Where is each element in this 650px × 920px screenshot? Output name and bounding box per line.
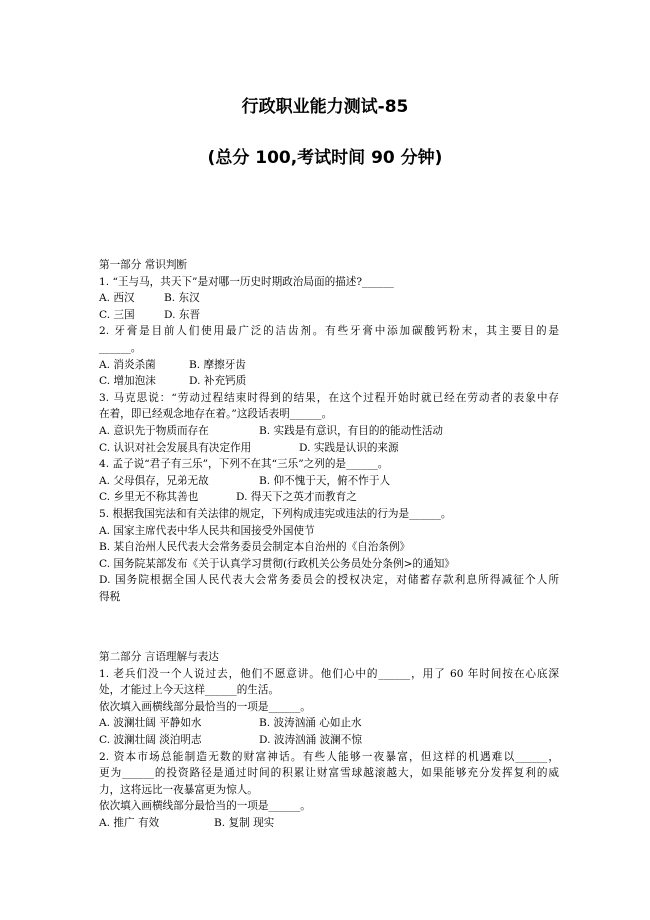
question-3-stem-cont: 在着，即已经观念地存在着。”这段话表明______。 [99, 408, 333, 421]
option-a: A. 意识先于物质而存在 [99, 424, 209, 437]
option-a: A. 波澜壮阔 平静如水 [99, 717, 202, 730]
question-2-stem-cont: 力，这将远比一夜暴富更为惊人。 [99, 783, 258, 796]
option-row [99, 290, 559, 307]
option-c: C. 增加泡沫 [99, 375, 156, 388]
document-subtitle: (总分 100,考试时间 90 分钟) [207, 148, 443, 168]
option-row [99, 732, 559, 749]
question-3-stem: 3. 马克思说：“劳动过程结束时得到的结果，在这个过程开始时就已经在劳动者的表象中存 [99, 391, 559, 404]
option-d: D. 实践是认识的来源 [299, 441, 399, 454]
question-1-prompt: 依次填入画横线部分最恰当的一项是______。 [99, 700, 311, 713]
option-d: D. 补充钙质 [189, 375, 247, 388]
question-2-stem: 2. 资本市场总能制造无数的财富神话。有些人能够一夜暴富，但这样的机遇难以______， [99, 750, 559, 763]
question-2-prompt: 依次填入画横线部分最恰当的一项是______。 [99, 800, 311, 813]
question-2-stem-cont: 更为______的投资路径是通过时间的积累让财富雪球越滚越大，如果能够充分发挥复利的威 [99, 767, 559, 780]
option-b: B. 复制 现实 [214, 816, 275, 829]
option-d-cont: 得税 [99, 590, 121, 603]
option-c: C. 波澜壮阔 淡泊明志 [99, 733, 202, 746]
option-c: C. 国务院某部发布《关于认真学习贯彻(行政机关公务员处分条例>的通知》 [99, 557, 455, 570]
section-1-heading: 第一部分 常识判断 [99, 259, 188, 271]
option-d: D. 波涛汹涌 波澜不惊 [259, 733, 362, 746]
option-a: A. 父母俱存，兄弟无故 [99, 474, 209, 487]
option-d: D. 东晋 [164, 308, 201, 321]
option-b: B. 波涛汹涌 心如止水 [259, 717, 362, 730]
option-d: D. 国务院根据全国人民代表大会常务委员会的授权决定，对储蓄存款利息所得减征个人所 [99, 574, 559, 587]
option-a: A. 国家主席代表中华人民共和国接受外国使节 [99, 524, 315, 537]
section-2-heading: 第二部分 言语理解与表达 [99, 651, 219, 663]
option-row [99, 715, 559, 732]
option-c: C. 乡里无不称其善也 [99, 491, 199, 504]
option-c: C. 三国 [99, 308, 135, 321]
question-5-stem: 5. 根据我国宪法和有关法律的规定，下列构成违宪或违法的行为是______。 [99, 507, 452, 520]
option-b: B. 仰不愧于天，俯不怍于人 [259, 474, 391, 487]
question-4-stem: 4. 孟子说“君子有三乐”，下列不在其“三乐”之列的是______。 [99, 458, 389, 471]
option-a: A. 消炎杀菌 [99, 358, 156, 371]
option-row [99, 473, 559, 490]
section-1 [99, 257, 559, 605]
option-row [99, 489, 559, 506]
question-1-stem: 1. 老兵们没一个人说过去，他们不愿意讲。他们心中的______，用了 60 年时间按在心底深 [99, 667, 559, 680]
option-b: B. 某自治州人民代表大会常务委员会制定本自治州的《自治条例》 [99, 541, 411, 554]
option-a: A. 推广 有效 [99, 816, 160, 829]
question-2-stem-cont: ______。 [99, 341, 142, 354]
option-row [99, 307, 559, 324]
option-b: B. 实践是有意识，有目的的能动性活动 [259, 424, 444, 437]
option-a: A. 西汉 [99, 292, 135, 305]
section-2 [99, 649, 559, 832]
option-row [99, 423, 559, 440]
question-1-stem: 1. “王与马，共天下”是对哪一历史时期政治局面的描述?______ [99, 275, 394, 288]
option-d: D. 得天下之英才而教育之 [236, 491, 357, 504]
option-row [99, 440, 559, 457]
question-1-stem-cont: 处，才能过上今天这样______的生活。 [99, 684, 280, 697]
question-2-stem: 2. 牙膏是目前人们使用最广泛的洁齿剂。有些牙膏中添加碳酸钙粉末，其主要目的是 [99, 325, 559, 338]
option-c: C. 认识对社会发展具有决定作用 [99, 441, 252, 454]
option-row [99, 357, 559, 374]
option-row [99, 373, 559, 390]
option-b: B. 东汉 [164, 292, 200, 305]
document-title: 行政职业能力测试-85 [241, 97, 409, 117]
option-row [99, 815, 559, 832]
option-b: B. 摩擦牙齿 [189, 358, 246, 371]
